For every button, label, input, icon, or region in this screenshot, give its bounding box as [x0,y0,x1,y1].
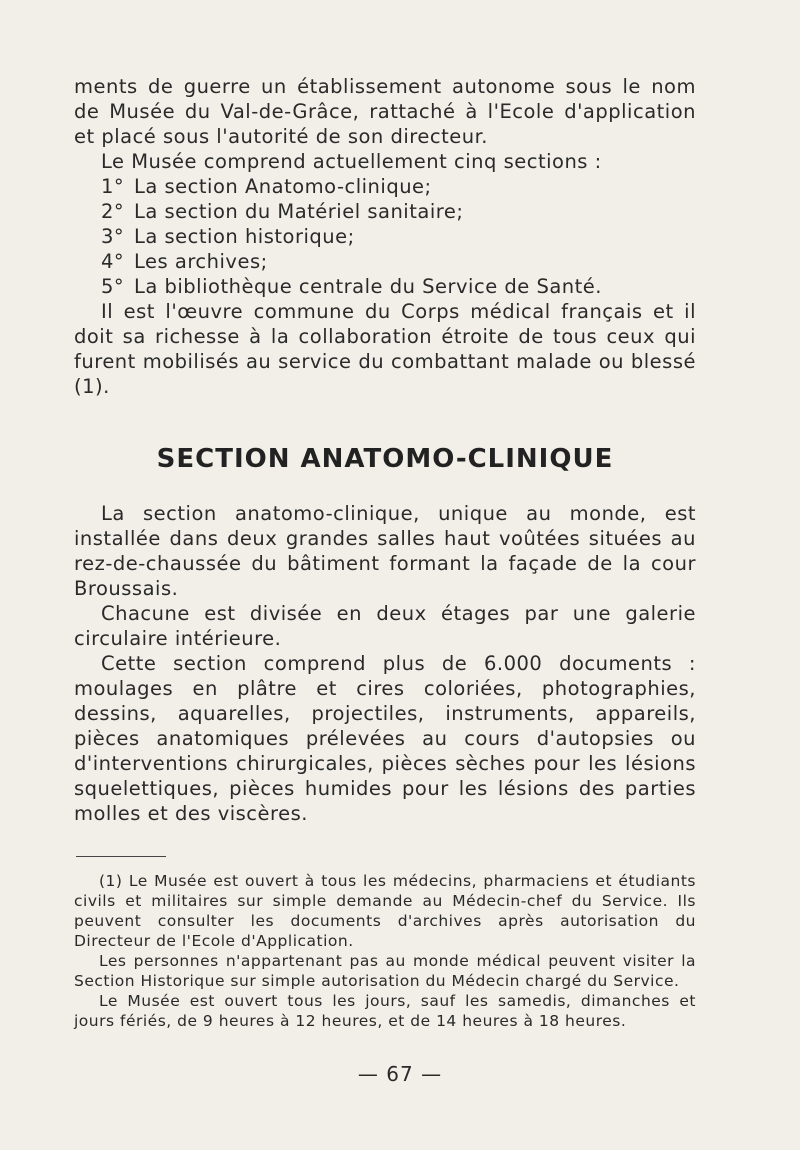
footnote-1: (1) Le Musée est ouvert à tous les médecins, pharmaciens et étudiants civils et militaires sur simple demande au Médecin-chef du Service. Ils peuvent consulter les documents d'archives après autorisation du Directeur de l'Ecole d'Application. [74,872,696,950]
sections-list [74,174,696,299]
list-item [74,199,696,224]
section-heading: SECTION ANATOMO-CLINIQUE [156,444,614,474]
sections-intro-paragraph: Le Musée comprend actuellement cinq sections : [101,150,602,173]
list-item-label: La section du Matériel sanitaire; [134,200,464,223]
list-item-number: 4° [101,250,125,273]
section-paragraph-documents: Cette section comprend plus de 6.000 documents : moulages en plâtre et cires coloriées, photographies, dessins, aquarelles, projectiles, instruments, appareils, pièces anatomiques prélevées au cours d'autopsies ou d'interventions chirurgicales, pièces sèches pour les lésions squelettiques, pièces humides pour les lésions des parties molles et des viscères. [74,652,696,825]
page-number: — 67 — [357,1062,443,1086]
footnote-opening-hours: Le Musée est ouvert tous les jours, sauf les samedis, dimanches et jours fériés, de 9 heures à 12 heures, et de 14 heures à 18 heures. [74,992,696,1030]
list-item [74,224,696,249]
footnote-visitors: Les personnes n'appartenant pas au monde médical peuvent visiter la Section Historique sur simple autorisation du Médecin chargé du Service. [74,952,696,990]
list-item-label: La bibliothèque centrale du Service de Santé. [134,275,602,298]
section-paragraph-location: La section anatomo-clinique, unique au monde, est installée dans deux grandes salles haut voûtées situées au rez-de-chaussée du bâtiment formant la façade de la cour Broussais. [74,502,696,600]
list-item [74,249,696,274]
list-item-label: La section historique; [134,225,355,248]
list-item-number: 1° [101,175,125,198]
list-item-label: La section Anatomo-clinique; [134,175,432,198]
page-content [74,74,696,1031]
list-item [74,274,696,299]
list-item-label: Les archives; [134,250,268,273]
section-paragraph-galerie: Chacune est divisée en deux étages par une galerie circulaire intérieure. [74,602,696,650]
list-item-number: 2° [101,200,125,223]
list-item [74,174,696,199]
list-item-number: 3° [101,225,125,248]
corps-medical-paragraph: Il est l'œuvre commune du Corps médical français et il doit sa richesse à la collaboration étroite de tous ceux qui furent mobilisés au service du combattant malade ou blessé (1). [74,300,696,398]
intro-paragraph-continued: ments de guerre un établissement autonome sous le nom de Musée du Val-de-Grâce, rattaché à l'Ecole d'application et placé sous l'autorité de son directeur. [74,75,696,148]
list-item-number: 5° [101,275,125,298]
footnote-divider [76,856,166,857]
